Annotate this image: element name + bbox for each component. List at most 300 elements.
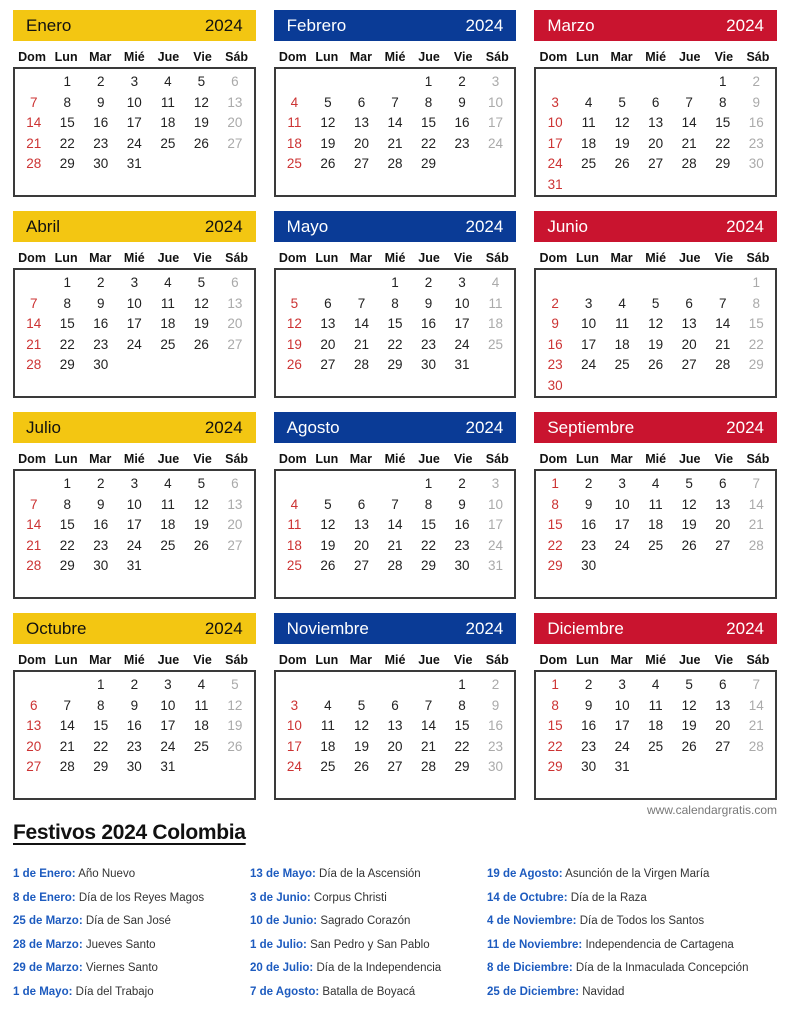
weekday-label: Lun xyxy=(315,452,339,466)
empty-day-cell xyxy=(479,355,513,376)
weekday-label: Jue xyxy=(418,452,440,466)
weekday-label: Mar xyxy=(89,251,112,265)
day-cell: 11 xyxy=(194,697,209,713)
month-name: Enero xyxy=(26,16,72,35)
week-row xyxy=(278,737,513,758)
month-name: Diciembre xyxy=(547,619,624,638)
week-row xyxy=(538,355,773,376)
weekday-label: Dom xyxy=(278,452,307,466)
empty-day-cell xyxy=(739,175,773,196)
day-cell: 7 xyxy=(30,295,38,311)
holiday-item xyxy=(250,961,487,976)
day-cell: 22 xyxy=(59,135,75,151)
day-cell: 19 xyxy=(286,336,302,352)
day-cell: 4 xyxy=(164,275,172,290)
day-cell: 30 xyxy=(93,558,109,573)
day-cell: 9 xyxy=(130,697,139,713)
empty-day-cell xyxy=(278,675,312,696)
day-cell: 17 xyxy=(160,718,176,733)
day-cell: 27 xyxy=(353,558,369,573)
holiday-date: 13 de Mayo: xyxy=(250,868,316,880)
weekday-label: Lun xyxy=(576,50,599,64)
day-cell: 24 xyxy=(126,336,142,352)
day-cell: 23 xyxy=(488,738,504,754)
day-cell: 26 xyxy=(193,336,209,352)
month-header xyxy=(13,613,256,644)
day-cell: 2 xyxy=(97,275,105,290)
holiday-item xyxy=(250,867,487,882)
day-cell: 4 xyxy=(324,697,332,713)
day-cell: 25 xyxy=(488,336,504,352)
day-cell: 8 xyxy=(424,496,433,512)
holiday-name: Jueves Santo xyxy=(85,938,156,951)
weekday-label: Mié xyxy=(384,452,406,466)
day-cell: 6 xyxy=(324,295,332,311)
day-cell: 2 xyxy=(584,476,593,491)
day-cell: 19 xyxy=(193,517,209,532)
day-cell: 19 xyxy=(193,316,209,331)
website-link[interactable]: www.calendargratis.com xyxy=(646,803,777,817)
day-cell: 30 xyxy=(420,357,437,372)
day-cell: 2 xyxy=(424,275,433,290)
weekday-label: Lun xyxy=(54,452,78,466)
day-cell: 27 xyxy=(681,357,697,372)
day-cell: 9 xyxy=(458,496,466,512)
day-cell: 28 xyxy=(353,357,369,372)
month-year: 2024 xyxy=(726,16,764,35)
day-cell: 4 xyxy=(618,295,626,311)
holiday-item xyxy=(487,961,777,976)
holiday-item xyxy=(250,985,487,1000)
day-cell: 17 xyxy=(614,517,630,532)
week-row xyxy=(538,154,773,175)
month-day-grid xyxy=(534,469,777,599)
holiday-name: Corpus Christi xyxy=(313,891,387,904)
holiday-item xyxy=(13,914,250,929)
day-cell: 26 xyxy=(614,156,630,171)
day-cell: 29 xyxy=(420,558,437,573)
day-cell: 26 xyxy=(286,357,302,372)
day-cell: 2 xyxy=(491,677,500,692)
day-cell: 27 xyxy=(648,156,664,171)
day-cell: 2 xyxy=(458,476,466,491)
empty-day-cell xyxy=(605,72,639,93)
day-cell: 5 xyxy=(685,677,693,692)
day-cell: 14 xyxy=(748,496,764,512)
weekday-label: Mar xyxy=(349,653,372,667)
day-cell: 14 xyxy=(26,316,42,331)
day-cell: 8 xyxy=(551,697,559,713)
weekday-label: Mar xyxy=(610,452,633,466)
week-row xyxy=(538,696,773,717)
week-row xyxy=(538,314,773,335)
week-row xyxy=(17,93,252,114)
day-cell: 15 xyxy=(93,718,109,733)
day-cell: 9 xyxy=(752,94,760,110)
week-row xyxy=(17,757,252,778)
day-cell: 23 xyxy=(454,135,470,151)
day-cell: 15 xyxy=(547,718,563,733)
day-cell: 15 xyxy=(59,115,75,130)
month-header xyxy=(274,613,517,644)
weekday-label: Dom xyxy=(539,50,568,64)
day-cell: 30 xyxy=(547,377,563,393)
day-cell: 18 xyxy=(648,517,664,532)
day-cell: 1 xyxy=(424,74,433,89)
empty-day-cell xyxy=(639,72,673,93)
month-header xyxy=(13,412,256,443)
weekday-label: Mar xyxy=(610,653,633,667)
month-name: Junio xyxy=(547,217,588,236)
day-cell: 6 xyxy=(357,94,366,110)
weekday-label: Mié xyxy=(645,50,667,64)
day-cell: 20 xyxy=(26,738,42,754)
day-cell: 3 xyxy=(584,295,593,311)
empty-day-cell xyxy=(572,175,606,196)
month-year: 2024 xyxy=(204,619,243,638)
empty-day-cell xyxy=(672,376,706,397)
weekday-header-row xyxy=(534,652,777,668)
month-day-grid xyxy=(274,670,517,800)
day-cell: 4 xyxy=(491,275,500,290)
day-cell: 29 xyxy=(59,156,75,171)
day-cell: 28 xyxy=(59,759,75,774)
weekday-label: Vie xyxy=(453,653,473,667)
day-cell: 3 xyxy=(551,94,559,110)
day-cell: 1 xyxy=(718,74,727,89)
day-cell: 8 xyxy=(391,295,399,311)
day-cell: 22 xyxy=(547,738,563,754)
weekday-label: Dom xyxy=(18,653,46,667)
holiday-name: Día de San José xyxy=(85,915,171,927)
empty-day-cell xyxy=(672,175,706,196)
day-cell: 28 xyxy=(748,537,764,553)
day-cell: 12 xyxy=(193,94,209,110)
day-cell: 29 xyxy=(715,156,731,171)
month-header xyxy=(274,10,517,41)
day-cell: 3 xyxy=(491,476,500,491)
day-cell: 2 xyxy=(752,74,760,89)
holiday-column xyxy=(250,867,487,1008)
weekday-label: Mar xyxy=(349,50,372,64)
day-cell: 30 xyxy=(454,558,470,573)
month-julio xyxy=(13,412,256,599)
week-row xyxy=(278,355,513,376)
holiday-item xyxy=(487,938,777,953)
day-cell: 11 xyxy=(488,295,503,311)
day-cell: 29 xyxy=(420,156,437,171)
weekday-label: Mié xyxy=(123,251,145,265)
day-cell: 24 xyxy=(126,537,142,553)
weekday-label: Sáb xyxy=(225,251,249,265)
weekday-label: Jue xyxy=(678,452,701,466)
day-cell: 22 xyxy=(59,336,75,352)
day-cell: 21 xyxy=(26,336,42,352)
day-cell: 21 xyxy=(387,537,403,553)
day-cell: 10 xyxy=(126,295,142,311)
day-cell: 23 xyxy=(93,135,109,151)
week-row xyxy=(538,536,773,557)
day-cell: 13 xyxy=(353,517,369,532)
day-cell: 31 xyxy=(488,558,504,573)
empty-day-cell xyxy=(185,556,219,577)
month-diciembre xyxy=(534,613,777,800)
week-row xyxy=(278,273,513,294)
holiday-name: Batalla de Boyacá xyxy=(322,985,416,998)
weekday-header-row xyxy=(274,250,517,266)
empty-day-cell xyxy=(672,556,706,577)
weekday-label: Jue xyxy=(157,653,180,667)
holiday-item xyxy=(487,867,777,882)
month-name: Marzo xyxy=(547,16,595,35)
day-cell: 5 xyxy=(685,476,693,491)
empty-day-cell xyxy=(605,175,639,196)
weekday-label: Mar xyxy=(610,251,633,265)
day-cell: 23 xyxy=(581,537,597,553)
day-cell: 17 xyxy=(454,316,470,331)
week-row xyxy=(538,93,773,114)
day-cell: 17 xyxy=(581,336,597,352)
empty-day-cell xyxy=(672,273,706,294)
day-cell: 16 xyxy=(93,517,109,532)
day-cell: 1 xyxy=(63,275,72,290)
empty-day-cell xyxy=(605,376,639,397)
month-name: Agosto xyxy=(286,418,340,437)
day-cell: 5 xyxy=(651,295,660,311)
holiday-name: Año Nuevo xyxy=(78,868,136,880)
month-name: Noviembre xyxy=(286,619,369,638)
day-cell: 28 xyxy=(26,156,42,171)
week-row xyxy=(538,294,773,315)
holiday-item xyxy=(13,891,250,906)
day-cell: 21 xyxy=(420,738,437,754)
day-cell: 17 xyxy=(126,115,142,130)
day-cell: 25 xyxy=(160,537,176,553)
holiday-item xyxy=(13,985,250,1000)
week-row xyxy=(17,294,252,315)
day-cell: 9 xyxy=(97,496,105,512)
week-row xyxy=(278,757,513,778)
weekday-label: Mié xyxy=(384,251,406,265)
day-cell: 19 xyxy=(614,135,630,151)
month-noviembre xyxy=(274,613,517,800)
day-cell: 1 xyxy=(63,74,72,89)
day-cell: 3 xyxy=(491,74,500,89)
day-cell: 1 xyxy=(551,677,559,692)
weekday-label: Mar xyxy=(89,50,112,64)
holiday-date: 10 de Junio: xyxy=(250,915,318,927)
day-cell: 23 xyxy=(581,738,597,754)
day-cell: 17 xyxy=(614,718,630,733)
day-cell: 8 xyxy=(63,94,72,110)
day-cell: 7 xyxy=(357,295,366,311)
day-cell: 16 xyxy=(454,517,470,532)
day-cell: 8 xyxy=(63,496,72,512)
weekday-label: Vie xyxy=(714,452,734,466)
day-cell: 8 xyxy=(718,94,727,110)
day-cell: 2 xyxy=(584,677,593,692)
day-cell: 7 xyxy=(63,697,72,713)
day-cell: 26 xyxy=(193,537,209,553)
holiday-date: 29 de Marzo: xyxy=(13,962,83,974)
week-row xyxy=(278,696,513,717)
day-cell: 11 xyxy=(320,718,335,733)
day-cell: 18 xyxy=(320,738,336,754)
day-cell: 27 xyxy=(353,156,369,171)
holiday-item xyxy=(13,961,250,976)
day-cell: 2 xyxy=(551,295,559,311)
day-cell: 11 xyxy=(581,115,596,130)
day-cell: 31 xyxy=(547,176,563,192)
week-row xyxy=(278,716,513,737)
empty-day-cell xyxy=(345,474,379,495)
weekday-label: Dom xyxy=(278,251,307,265)
day-cell: 3 xyxy=(458,275,466,290)
empty-day-cell xyxy=(639,556,673,577)
weekday-label: Vie xyxy=(714,251,734,265)
day-cell: 18 xyxy=(193,718,209,733)
day-cell: 23 xyxy=(547,357,563,372)
holiday-item xyxy=(250,891,487,906)
day-cell: 16 xyxy=(547,336,563,352)
day-cell: 4 xyxy=(197,677,206,692)
day-cell: 7 xyxy=(752,476,760,491)
day-cell: 10 xyxy=(614,697,630,713)
empty-day-cell xyxy=(17,474,51,495)
festivos-title: Festivos 2024 Colombia xyxy=(13,821,246,844)
day-cell: 29 xyxy=(93,759,109,774)
day-cell: 22 xyxy=(420,135,437,151)
day-cell: 9 xyxy=(584,697,593,713)
month-agosto xyxy=(274,412,517,599)
month-day-grid xyxy=(274,268,517,398)
weekday-header-row xyxy=(13,49,256,65)
day-cell: 22 xyxy=(387,336,403,352)
day-cell: 7 xyxy=(391,496,399,512)
weekday-label: Vie xyxy=(714,50,734,64)
week-row xyxy=(17,737,252,758)
day-cell: 29 xyxy=(748,357,764,372)
weekday-label: Lun xyxy=(315,50,339,64)
month-name: Septiembre xyxy=(547,418,635,437)
week-row xyxy=(278,536,513,557)
empty-day-cell xyxy=(378,675,412,696)
day-cell: 14 xyxy=(26,115,42,130)
month-year: 2024 xyxy=(465,418,504,437)
weekday-header-row xyxy=(534,451,777,467)
weekday-label: Sáb xyxy=(746,251,770,265)
day-cell: 20 xyxy=(227,517,243,532)
day-cell: 9 xyxy=(551,316,559,331)
day-cell: 30 xyxy=(748,156,764,171)
empty-day-cell xyxy=(151,556,185,577)
day-cell: 16 xyxy=(581,718,597,733)
day-cell: 8 xyxy=(424,94,433,110)
day-cell: 12 xyxy=(320,115,336,130)
day-cell: 31 xyxy=(126,156,142,171)
empty-day-cell xyxy=(185,355,219,376)
day-cell: 5 xyxy=(197,74,206,89)
day-cell: 12 xyxy=(353,718,369,733)
month-header xyxy=(534,211,777,242)
empty-day-cell xyxy=(605,556,639,577)
week-row xyxy=(17,134,252,155)
holiday-date: 1 de Mayo: xyxy=(13,985,73,998)
day-cell: 29 xyxy=(59,357,75,372)
day-cell: 8 xyxy=(63,295,72,311)
day-cell: 14 xyxy=(387,517,403,532)
day-cell: 31 xyxy=(454,357,470,372)
day-cell: 27 xyxy=(715,537,731,553)
week-row xyxy=(17,696,252,717)
weekday-label: Lun xyxy=(54,251,78,265)
empty-day-cell xyxy=(538,273,572,294)
month-mayo xyxy=(274,211,517,398)
month-octubre xyxy=(13,613,256,800)
day-cell: 19 xyxy=(320,135,336,151)
day-cell: 26 xyxy=(193,135,209,151)
holiday-name: Día de Todos los Santos xyxy=(579,915,705,927)
month-header xyxy=(13,211,256,242)
day-cell: 24 xyxy=(581,357,597,372)
day-cell: 6 xyxy=(231,74,239,89)
day-cell: 3 xyxy=(618,476,626,491)
day-cell: 24 xyxy=(488,135,504,151)
weekday-label: Sáb xyxy=(485,452,509,466)
day-cell: 10 xyxy=(454,295,470,311)
day-cell: 15 xyxy=(59,316,75,331)
day-cell: 29 xyxy=(547,759,563,774)
day-cell: 1 xyxy=(97,677,105,692)
day-cell: 15 xyxy=(454,718,470,733)
empty-day-cell xyxy=(572,376,606,397)
day-cell: 11 xyxy=(648,496,663,512)
week-row xyxy=(17,314,252,335)
holiday-date: 7 de Agosto: xyxy=(250,985,320,998)
weekday-label: Sáb xyxy=(746,50,770,64)
week-row xyxy=(17,515,252,536)
month-year: 2024 xyxy=(465,16,504,35)
day-cell: 18 xyxy=(488,316,504,331)
day-cell: 3 xyxy=(164,677,172,692)
holiday-item xyxy=(487,914,777,929)
month-enero xyxy=(13,10,256,197)
day-cell: 5 xyxy=(618,94,626,110)
day-cell: 22 xyxy=(454,738,470,754)
holiday-name: Día de la Raza xyxy=(570,891,647,904)
day-cell: 14 xyxy=(387,115,403,130)
holiday-name: San Pedro y San Pablo xyxy=(310,938,430,951)
weekday-header-row xyxy=(274,652,517,668)
day-cell: 1 xyxy=(63,476,72,491)
day-cell: 12 xyxy=(286,316,302,331)
weekday-label: Sáb xyxy=(225,452,249,466)
day-cell: 17 xyxy=(488,115,504,130)
day-cell: 4 xyxy=(164,476,172,491)
day-cell: 18 xyxy=(581,135,597,151)
day-cell: 25 xyxy=(320,759,336,774)
day-cell: 28 xyxy=(387,156,403,171)
day-cell: 13 xyxy=(715,697,731,713)
weekday-label: Dom xyxy=(278,653,307,667)
day-cell: 10 xyxy=(160,697,176,713)
day-cell: 30 xyxy=(93,156,109,171)
week-row xyxy=(17,556,252,577)
month-day-grid xyxy=(274,67,517,197)
calendar-grid xyxy=(13,10,777,800)
day-cell: 14 xyxy=(353,316,369,331)
weekday-label: Vie xyxy=(193,653,212,667)
